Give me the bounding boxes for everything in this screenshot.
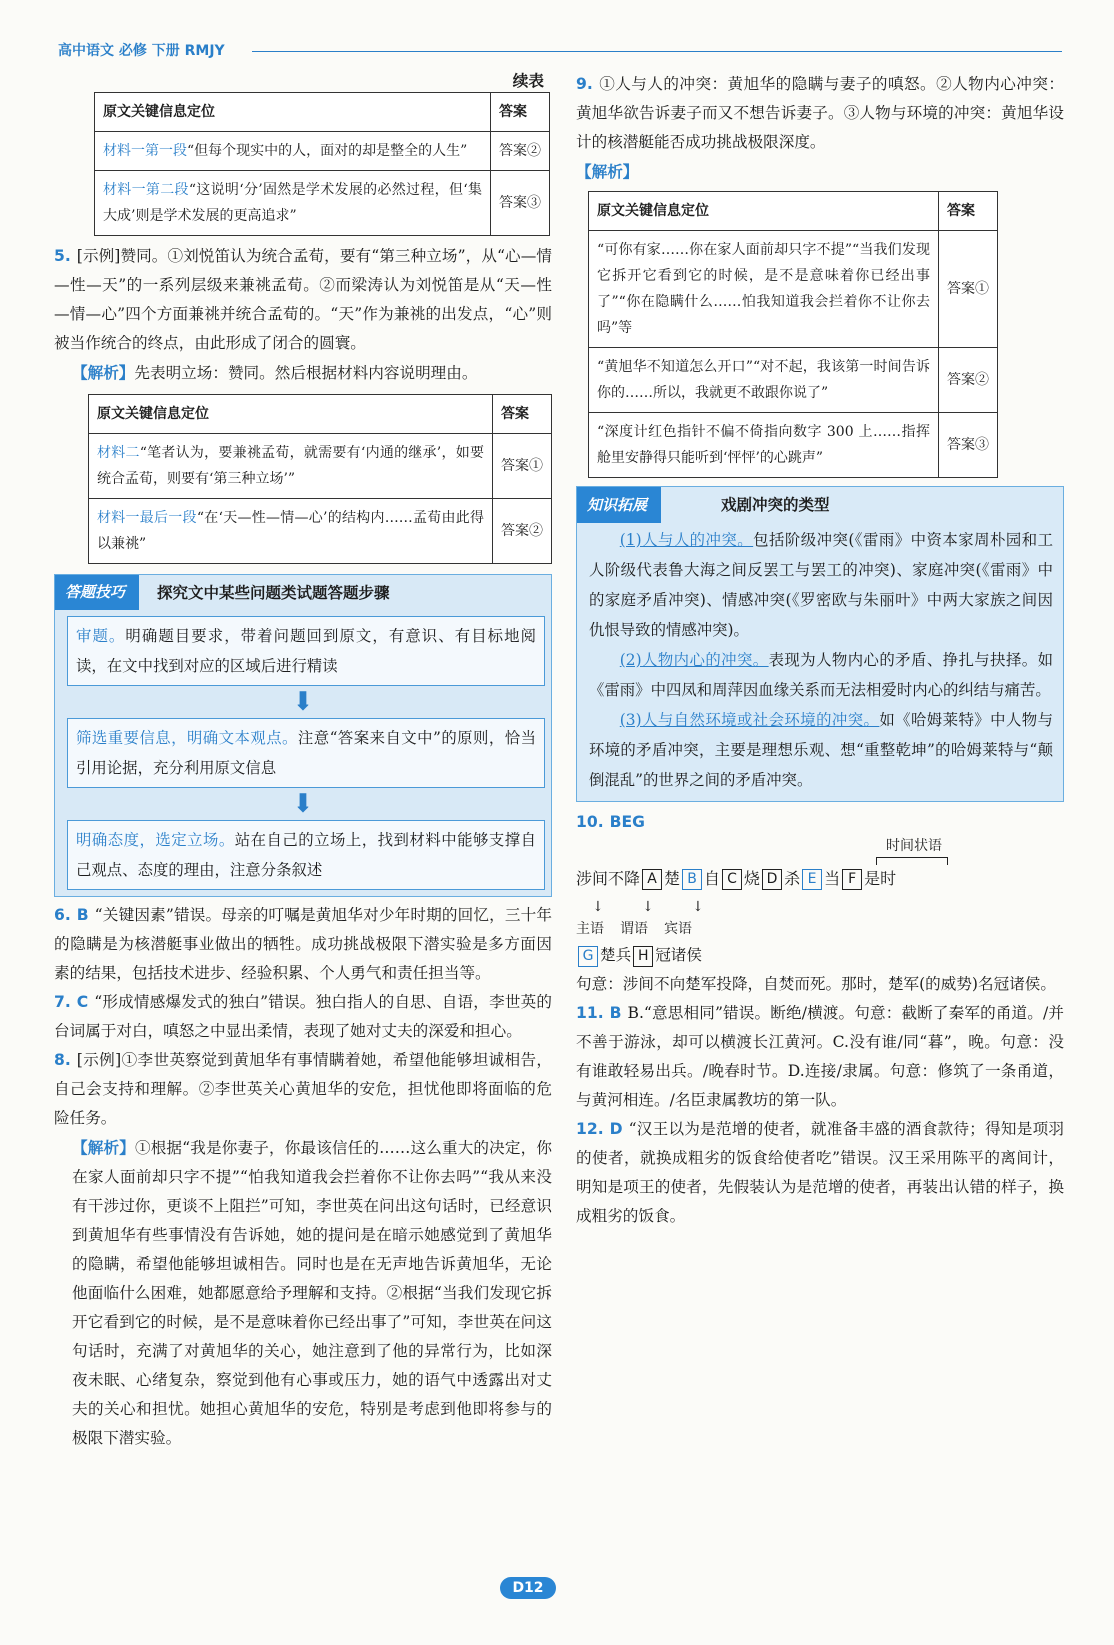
tip-badge: 答题技巧 xyxy=(55,575,139,610)
sentence-break-diagram: 时间状语 涉间不降 A 楚 B 自 C 烧 D 杀 E 当 F 是时 ↓ ↓ ↓ 主语 谓语 宾语 xyxy=(576,837,1064,955)
sentence-line-1: 涉间不降 A 楚 B 自 C 烧 D 杀 E 当 F 是时 xyxy=(576,869,897,888)
table-row: 材料一最后一段“在‘天—性—情—心’的结构内……孟荀由此得以兼祧” 答案② xyxy=(89,499,552,564)
question-6: 6. B “关键因素”错误。母亲的叮嘱是黄旭华对少年时期的回忆，三十年的隐瞒是为核潜艇事业做出的牺牲。成功挑战极限下潜实验是多方面因素的结果，包括技术进步、经验积累、个人勇气和责任担当等。 xyxy=(54,906,552,982)
table-row: 材料二“笔者认为，要兼祧孟荀，就需要有‘内通的继承’，如要统合孟荀，则要有‘第三种立场’” 答案① xyxy=(89,434,552,499)
question-7: 7. C “形成情感爆发式的独白”错误。独白指人的自思、自语，李世英的台词属于对白，嗔怒之中显出柔情，表现了她对丈夫的深爱和担心。 xyxy=(54,993,552,1040)
table-header: 原文关键信息定位 xyxy=(589,192,939,231)
tip-title: 探究文中某些问题类试题答题步骤 xyxy=(157,583,390,602)
table-row: “深度计红色指针不偏不倚指向数字 300 上……指挥舱里安静得只能听到‘怦怦’的心跳声” 答案③ xyxy=(589,413,998,478)
question-5: 5. [示例]赞同。①刘悦笛认为统合孟荀，要有“第三种立场”，从“心—情—性—天”的一系列层级来兼祧孟荀。②而梁涛认为刘悦笛是从“天—性—情—心”四个方面兼祧并统合孟荀的。“天”作为兼祧的出发点，“心”则被当作统合的终点，由此形成了闭合的圆寰。 xyxy=(54,247,552,352)
left-column xyxy=(54,70,552,1453)
table-q9 xyxy=(588,191,998,478)
table-row: “可你有家……你在家人面前却只字不提”“当我们发现它拆开它看到它的时候，是不是意味着你已经出事了”“你在隐瞒什么……怕我知道我会拦着你不让你去吗”等 答案① xyxy=(589,231,998,348)
ext-item-3: (3)人与自然环境或社会环境的冲突。如《哈姆莱特》中人物与环境的矛盾冲突，主要是理想乐观、想“重整乾坤”的哈姆莱特与“颠倒混乱”的世界之间的矛盾冲突。 xyxy=(589,711,1053,789)
ext-badge: 知识拓展 xyxy=(577,487,661,523)
meaning-10: 句意：涉间不向楚军投降，自焚而死。那时，楚军(的威势)名冠诸侯。 xyxy=(576,975,1056,993)
table-row: 材料一第一段“但每个现实中的人，面对的却是整全的人生” 答案② xyxy=(95,132,550,171)
ext-item-1: (1)人与人的冲突。包括阶级冲突(《雷雨》中资本家周朴园和工人阶级代表鲁大海之间反罢工与罢工的冲突)、家庭冲突(《雷雨》中的家庭矛盾冲突)、情感冲突(《罗密欧与朱丽叶》中两大家族之间因仇恨导致的情感冲突)。 xyxy=(589,531,1053,639)
analysis-5: 【解析】先表明立场：赞同。然后根据材料内容说明理由。 xyxy=(72,363,478,382)
answer-tip-box xyxy=(54,574,552,897)
analysis-9-tag: 【解析】 xyxy=(576,162,639,181)
ext-title: 戏剧冲突的类型 xyxy=(721,495,830,514)
question-9: 9. ①人与人的冲突：黄旭华的隐瞒与妻子的嗔怒。②人物内心冲突：黄旭华欲告诉妻子而又不想告诉妻子。③人物与环境的冲突：黄旭华设计的核潜艇能否成功挑战极限深度。 xyxy=(576,75,1064,151)
sentence-line-2: G 楚兵 H 冠诸侯 xyxy=(576,941,1064,970)
tip-step-2: 筛选重要信息，明确文本观点。注意“答案来自文中”的原则，恰当引用论据，充分利用原文信息 xyxy=(67,718,545,788)
table-header: 原文关键信息定位 xyxy=(95,93,491,132)
table-header: 答案 xyxy=(939,192,998,231)
book-title: 高中语文 必修 下册 RMJY xyxy=(58,43,225,59)
table-header: 答案 xyxy=(493,395,552,434)
analysis-8: 【解析】①根据“我是你妻子，你最该信任的……这么重大的决定，你在家人面前却只字不提”“怕我知道我会拦着你不让你去吗”“我从来没有干涉过你，更谈不上阻拦”可知，李世英在问出这句话时，已经意识到黄旭华有些事情没有告诉她，她的提问是在暗示她感觉到了黄旭华的隐瞒，希望他能够坦诚相告。同时也是在无声地告诉黄旭华，无论他面临什么困难，她都愿意给予理解和支持。②根据“当我们发现它拆开它看到它的时候，是不是意味着你已经出事了”可知，李世英在问这句话时，充满了对黄旭华的关心，她注意到了他的异常行为，比如深夜未眠、心绪复杂，察觉到他有心事或压力，她的语气中透露出对丈夫的关心和担忧。她担心黄旭华的安危，特别是考虑到他即将参与的极限下潜实验。 xyxy=(72,1138,552,1447)
question-10: 10. BEG xyxy=(576,813,645,831)
ext-item-2: (2)人物内心的冲突。表现为人物内心的矛盾、挣扎与抉择。如《雷雨》中四凤和周萍因血缘关系而无法相爱时内心的纠结与痛苦。 xyxy=(589,651,1053,699)
tip-step-3: 明确态度，选定立场。站在自己的立场上，找到材料中能够支撑自己观点、态度的理由，注意分条叙述 xyxy=(67,820,545,890)
knowledge-extension-box xyxy=(576,486,1064,802)
table-q5 xyxy=(88,394,552,564)
page-number: D12 xyxy=(500,1577,556,1599)
down-arrow-icon: ⬇ xyxy=(292,789,314,819)
table-header: 答案 xyxy=(491,93,550,132)
bracket xyxy=(876,857,948,865)
question-8: 8. [示例]①李世英察觉到黄旭华有事情瞒着她，希望他能够坦诚相告，自己会支持和理解。②李世英关心黄旭华的安危，担忧他即将面临的危险任务。 xyxy=(54,1051,552,1127)
table-row: 材料一第二段“这说明‘分’固然是学术发展的必然过程，但‘集大成’则是学术发展的更高追求” 答案③ xyxy=(95,171,550,236)
table-header: 原文关键信息定位 xyxy=(89,395,493,434)
down-arrow-icon: ⬇ xyxy=(292,687,314,717)
syntax-roles: 主语 谓语 宾语 xyxy=(576,921,692,937)
right-column xyxy=(576,70,1064,1231)
tip-step-1: 审题。明确题目要求，带着问题回到原文，有意识、有目标地阅读，在文中找到对应的区域后进行精读 xyxy=(67,616,545,686)
question-11: 11. B B.“意思相同”错误。断绝/横渡。句意：截断了秦军的甬道。/并不善于游泳，却可以横渡长江黄河。C.没有谁/同“暮”，晚。句意：没有谁敢轻易出兵。/晚春时节。D.连接/隶属。句意：修筑了一条甬道，与黄河相连。/名臣隶属教坊的第一队。 xyxy=(576,1004,1064,1109)
table-row: “黄旭华不知道怎么开口”“对不起，我该第一时间告诉你的……所以，我就更不敢跟你说了” 答案② xyxy=(589,348,998,413)
continued-label: 续表 xyxy=(512,71,544,90)
continued-table xyxy=(94,92,550,236)
question-12: 12. D “汉王以为是范增的使者，就准备丰盛的酒食款待；得知是项羽的使者，就换成粗劣的饭食给使者吃”错误。汉王采用陈平的离间计，明知是项王的使者，先假装认为是范增的使者，再装出认错的样子，换成粗劣的饭食。 xyxy=(576,1120,1064,1225)
header-rule xyxy=(252,51,1062,52)
label-time-adverbial: 时间状语 xyxy=(886,838,942,854)
